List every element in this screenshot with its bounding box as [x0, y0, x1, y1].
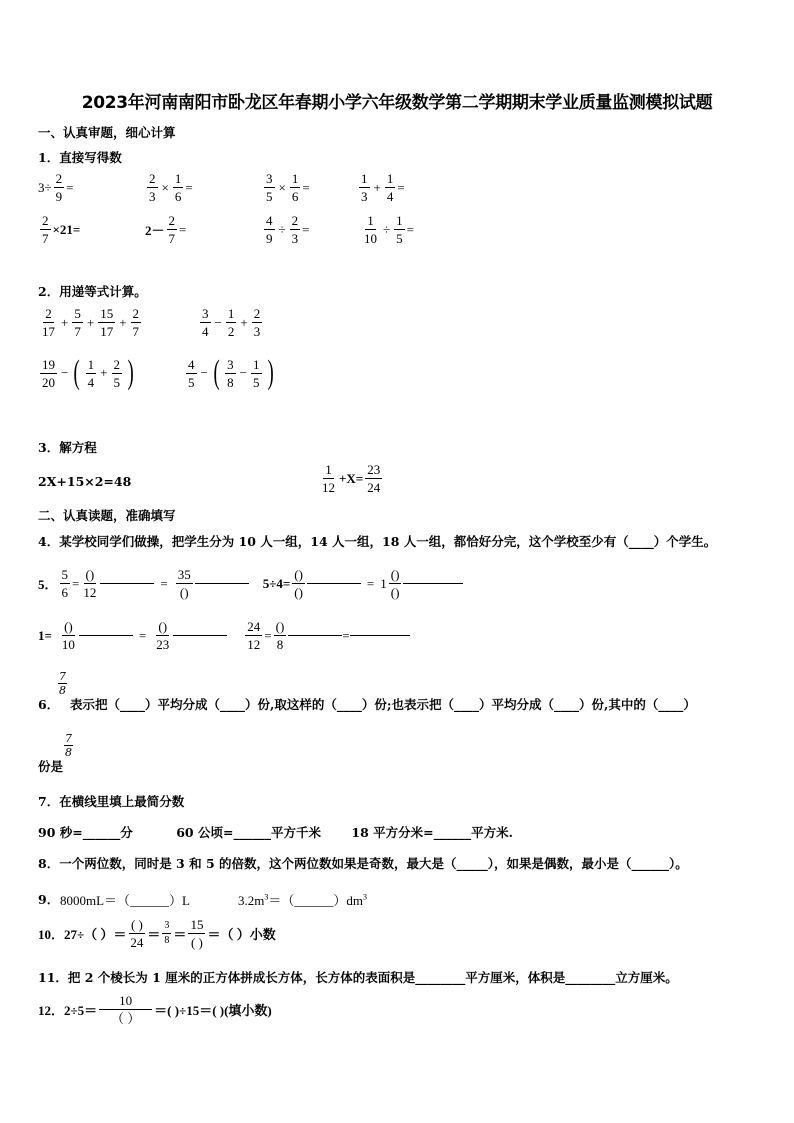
q1-item-4: $\frac{1}{3}$ + $\frac{1}{4}$ =	[361, 171, 405, 204]
q6-fraction-1: $\frac{7}{8}$	[59, 670, 66, 697]
q7-line: 90 秒=______分 60 公顷=______平方千米 18 平方分米=______平方米.	[38, 825, 513, 840]
q2-expr-1: $\frac{2}{17}$ + $\frac{5}{7}$ + $\frac{15}{17}$ + $\frac{2}{7}$	[42, 306, 140, 339]
q6-fraction-2: $\frac{7}{8}$	[65, 732, 72, 759]
q3-equation-1: 2X+15×2=48	[38, 474, 132, 489]
page-title: 2023年河南南阳市卧龙区年春期小学六年级数学第二学期期末学业质量监测模拟试题	[81, 93, 713, 113]
q2-expr-3: $\frac{19}{20}$ − ( $\frac{1}{4}$ + $\frac{2}{5}$ )	[42, 354, 134, 391]
q12-expression: 12． 2÷5＝ $\frac{10}{( )}$ ＝( )÷15＝( )(填小数)	[38, 993, 272, 1026]
q9-part-b: $3.2m^3=(\_\_\_\_\_\_)dm^3$	[238, 892, 367, 908]
q1-item-7: $\frac{4}{9}$ ÷ $\frac{2}{3}$ =	[266, 213, 310, 246]
q5-row-1: 5． $\frac{5}{6}$ = $\frac{()}{12}$ = $\frac{35}{()}$ 5÷4= $\frac{()}{()}$ = 1 $\frac{()}{()}$	[38, 568, 463, 599]
q4-text: 4．某学校同学们做操，把学生分为 10 人一组，14 人一组，18 人一组，都恰好分完，这个学校至少有（____）个学生。	[38, 534, 717, 549]
q1-item-3: $\frac{3}{5}$ × $\frac{1}{6}$ =	[266, 171, 310, 204]
q1-item-1: 3÷ $\frac{2}{9}$ =	[38, 171, 74, 204]
q3-label: 3．解方程	[38, 440, 97, 455]
q9-part-a: 8000mL＝（______）L	[60, 893, 190, 908]
q6-text-line-2: 份是	[38, 759, 64, 774]
q10-expression: 10． 27÷（ ）＝ $\frac{( )}{24}$ ＝ $\frac{3}{8}$ ＝ $\frac{15}{( )}$ ＝（ ）小数	[38, 917, 276, 950]
q9-number: 9．	[38, 892, 60, 907]
q3-equation-2: $\frac{1}{12}$ +X= $\frac{23}{24}$	[322, 462, 381, 495]
q1-item-6: 2－ $\frac{2}{7}$ =	[145, 213, 187, 246]
q2-expr-4: $\frac{4}{5}$ − ( $\frac{3}{8}$ − $\frac{1}{5}$ )	[188, 354, 274, 391]
q8-text: 8．一个两位数，同时是 3 和 5 的倍数，这个两位数如果是奇数，最大是（_____），如果是偶数，最小是（______）。	[38, 856, 688, 871]
q6-number: 6．	[38, 697, 60, 712]
section-one-heading: 一、认真审题，细心计算	[38, 125, 176, 140]
q7-label: 7．在横线里填上最简分数	[38, 794, 185, 809]
q5-row-2: 1= $\frac{()}{10}$ = $\frac{()}{23}$ $\frac{24}{12}$ = $\frac{()}{8}$ =	[38, 620, 410, 651]
q2-label: 2．用递等式计算。	[38, 284, 147, 299]
section-two-heading: 二、认真读题，准确填写	[38, 508, 176, 523]
q1-item-8: $\frac{1}{10}$ ÷ $\frac{1}{5}$ =	[364, 213, 414, 246]
q11-text: 11．把 2 个棱长为 1 厘米的正方体拼成长方体，长方体的表面积是________平方厘米，体积是________立方厘米。	[38, 970, 678, 985]
q1-item-2: $\frac{2}{3}$ × $\frac{1}{6}$ =	[149, 171, 193, 204]
q1-label: 1．直接写得数	[38, 150, 122, 165]
q6-text-line-1: 表示把（____）平均分成（____）份,取这样的（____）份;也表示把（____）平均分成（____）份,其中的（____）	[70, 697, 696, 712]
q1-item-5: $\frac{2}{7}$ ×21=	[42, 213, 81, 246]
q2-expr-2: $\frac{3}{4}$ − $\frac{1}{2}$ + $\frac{2}{3}$	[202, 306, 261, 339]
